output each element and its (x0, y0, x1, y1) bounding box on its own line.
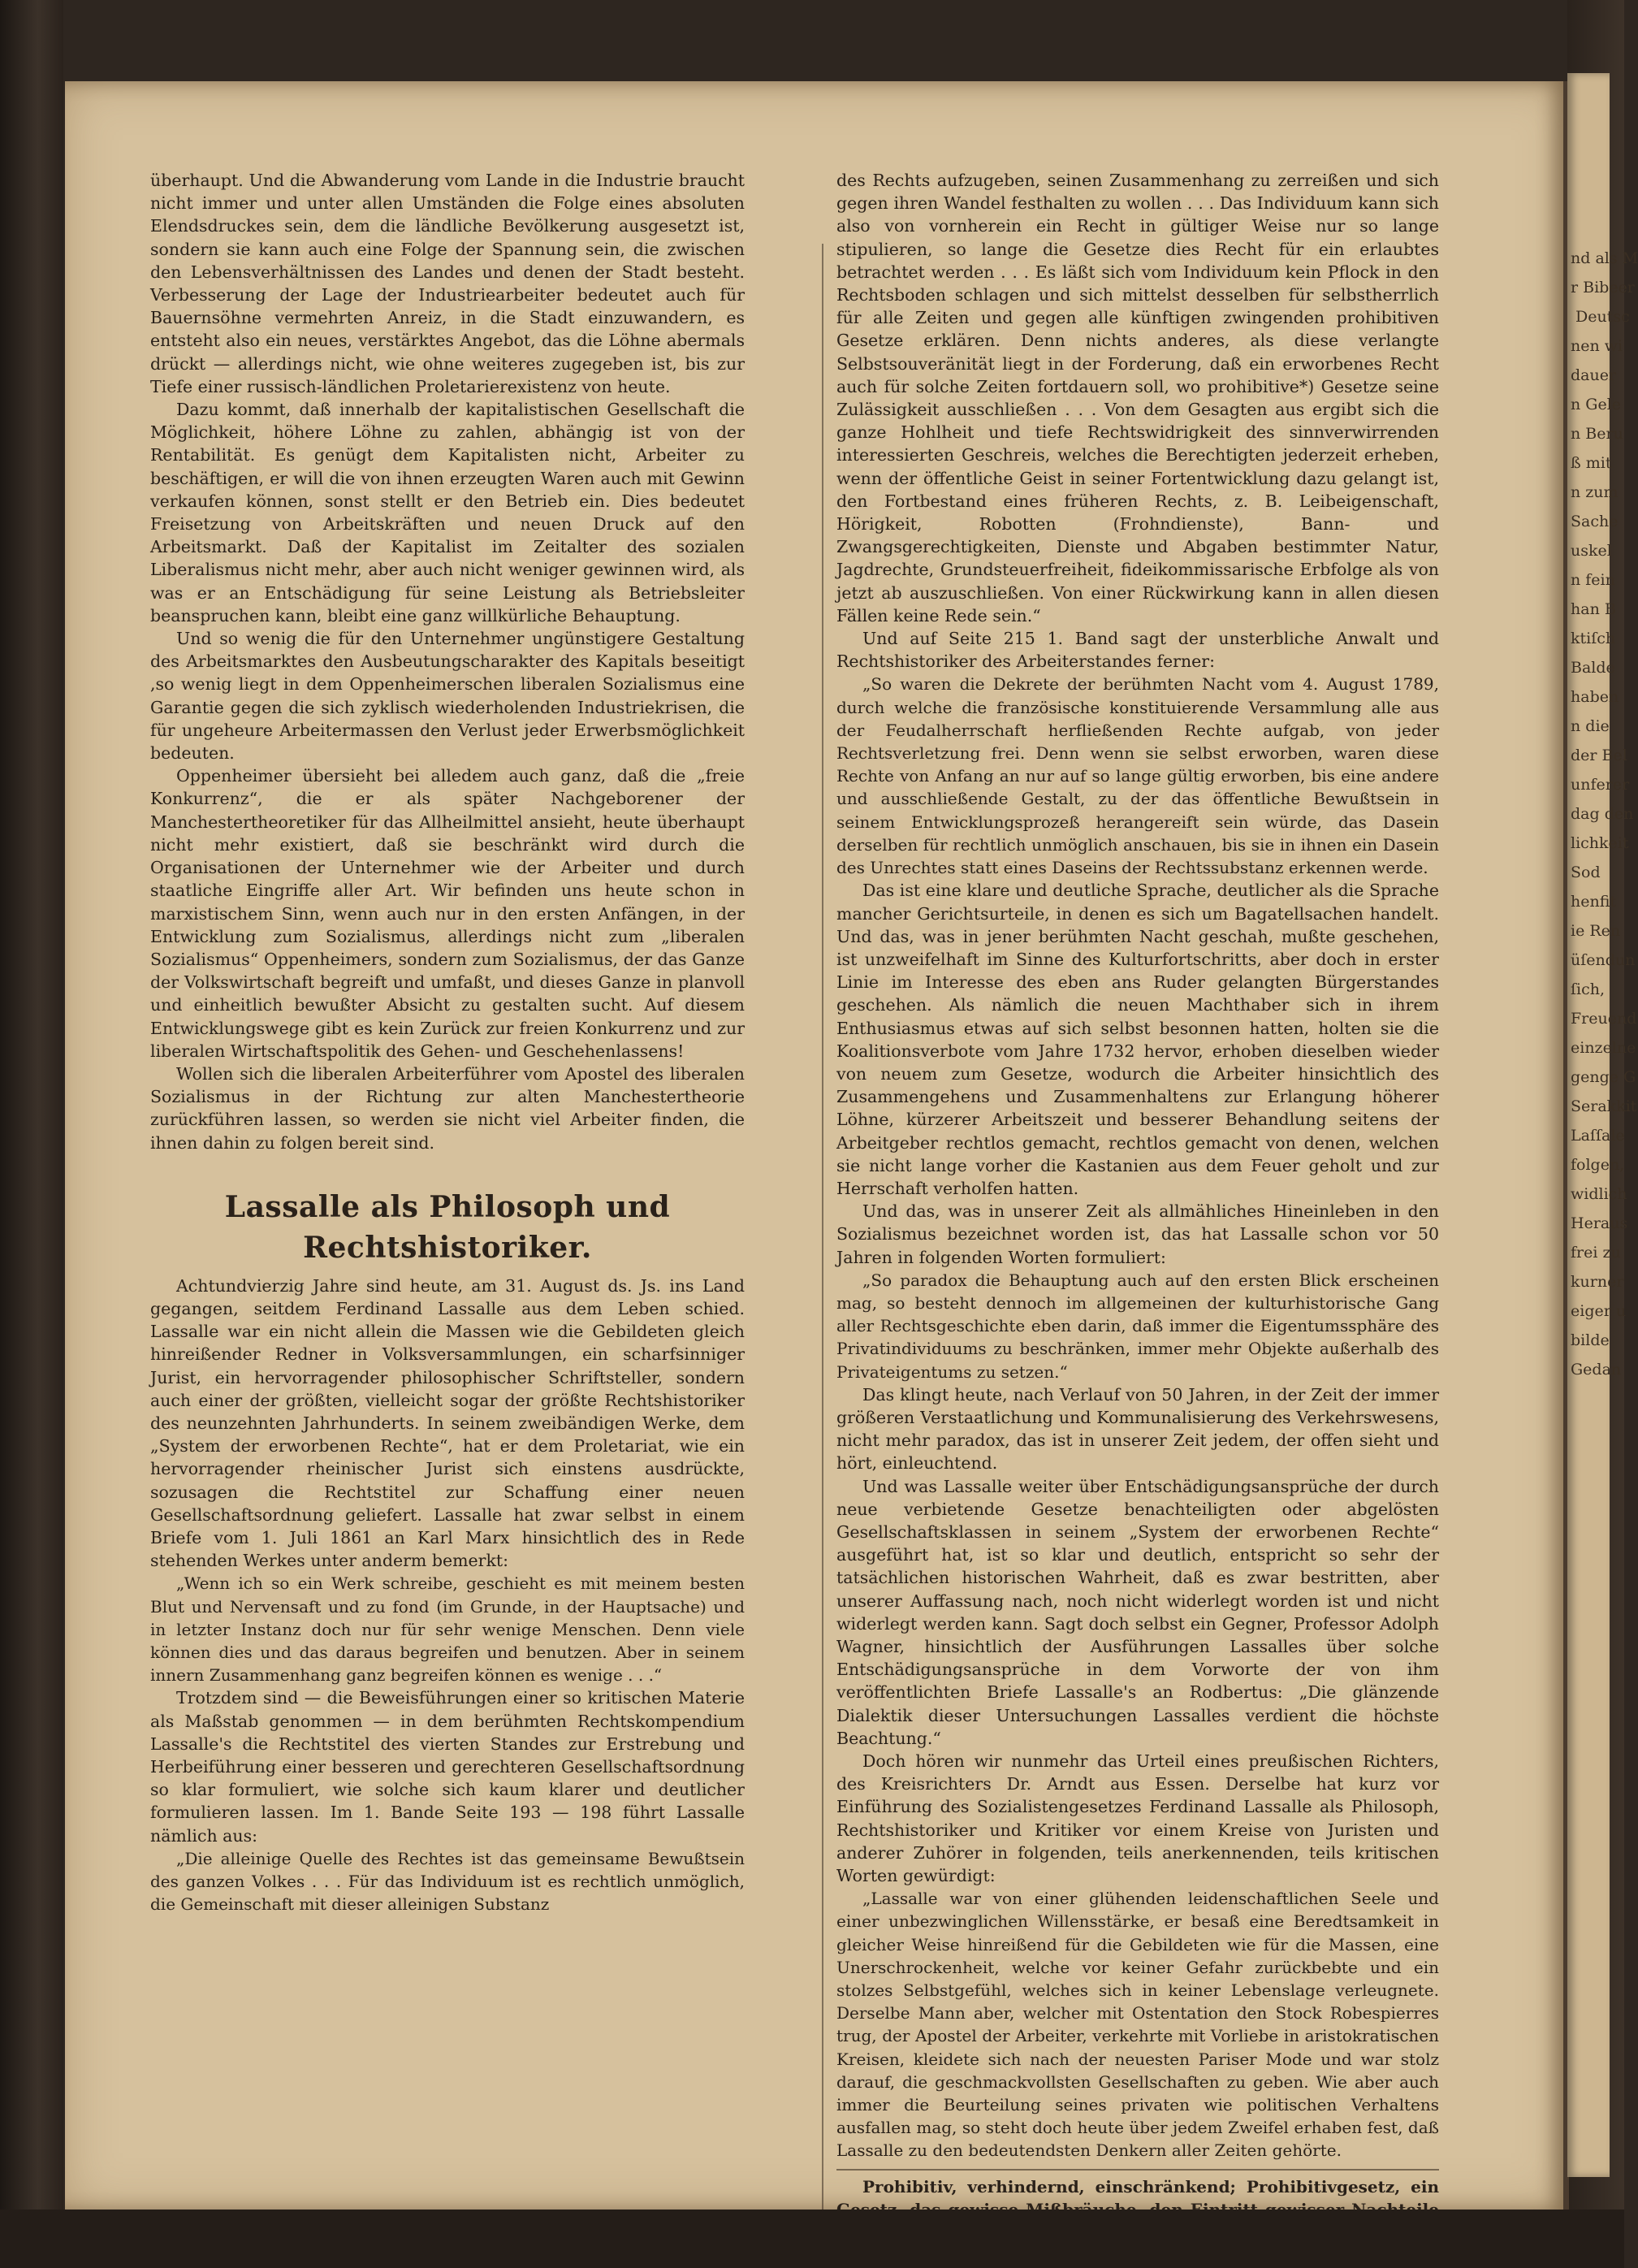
paragraph: Dazu kommt, daß innerhalb der kapitalistischen Gesellschaft die Möglichkeit, höhere Löhne zu zahlen, abhängig ist von der Rentabilität. Es genügt dem Kapitalisten nicht, Arbeiter zu beschäftigen, er will die von ihnen erzeugten Waren auch mit Gewinn verkaufen können, sonst stellt er den Betrieb ein. Dies bedeutet Freisetzung von Arbeitskräften und neuen Druck auf den Arbeitsmarkt. Daß der Kapitalist im Zeitalter des sozialen Liberalismus nicht mehr, aber auch nicht weniger gewinnen wird, als was er an Entschädigung für seine Leistung als Betriebsleiter beanspruchen kann, bleibt eine ganz willkürliche Behauptung. (150, 400, 745, 625)
paragraph: Und auf Seite 215 1. Band sagt der unsterbliche Anwalt und Rechtshistoriker des Arbeiterstandes ferner: (836, 629, 1439, 672)
paragraph: Wollen sich die liberalen Arbeiterführer vom Apostel des liberalen Sozialismus in der Richtung zur alten Manchestertheorie zurückführen lassen, so werden sie nicht viel Arbeiter finden, die ihnen dahin zu folgen bereit sind. (150, 1063, 745, 1153)
quote-paragraph: „Die alleinige Quelle des Rechtes ist das gemeinsame Bewußtsein des ganzen Volkes . . . Für das Individuum ist es rechtlich unmöglich, die Gemeinschaft mit dieser alleinigen Substanz (150, 1848, 745, 1915)
right-column (836, 169, 1439, 2244)
adjacent-page-text: nd als M r Bibeer Deutsc nen dauer n Gele n Beru ß mit n zum Sache uskel n fein han B ktiſch Balde haben n die der unferer dag lichkeit Sod henfit ie Ren üſendun ſich, Freuend einzelne genge G Serakkit Laſſale folgen, widlich Heraus frei zu kurner eiger bilde Gedan (1571, 249, 1638, 1379)
desk-background-bottom (0, 2210, 1624, 2268)
paragraph: Das ist eine klare und deutliche Sprache, deutlicher als die Sprache mancher Gerichtsurteile, in denen es sich um Bagatellsachen handelt. Und das, was in jener berühmten Nacht geschah, mußte geschehen, ist unzweifelhaft im Sinne des Kulturfortschritts, aber doch in erster Linie im Interesse des eben ans Ruder gelangten Bürgerstandes geschehen. Als nämlich die neuen Machthaber sich in ihrem Enthusiasmus etwas auf sich selbst besonnen hatten, holten sie die Koalitionsverbote vom Jahre 1732 hervor, erhoben dieselben wieder von neuem zum Gesetze, wodurch die Arbeiter hinsichtlich des Zusammengehens und Zusammenhaltens zur Erlangung höherer Löhne, kürzerer Arbeitszeit und besserer Behandlung seitens der Arbeitgeber rechtlos gemacht, rechtlos gemacht von denen, welchen sie nicht lange vorher die Kastanien aus dem Feuer geholt und zur Herrschaft verholfen hatten. (836, 881, 1439, 1198)
paragraph: Trotzdem sind — die Beweisführungen einer so kritischen Materie als Maßstab genommen — in dem berühmten Rechtskompendium Lassalle's die Rechtstitel des vierten Standes zur Erstrebung und Herbeiführung einer besseren und gerechteren Gesellschaftsordnung so klar formuliert, wie solche sich kaum klarer und deutlicher formulieren lassen. Im 1. Bande Seite 193 — 198 führt Lassalle nämlich aus: (150, 1688, 745, 1846)
paragraph: Das klingt heute, nach Verlauf von 50 Jahren, in der Zeit der immer größeren Verstaatlichung und Kommunalisierung des Verkehrswesens, nicht mehr paradox, das ist in unserer Zeit jedem, der offen sieht und hört, einleuchtend. (836, 1384, 1439, 1474)
paragraph: Achtundvierzig Jahre sind heute, am 31. August ds. Js. ins Land gegangen, seitdem Ferdinand Lassalle aus dem Leben schied. Lassalle war ein nicht allein die Massen wie die Gebildeten gleich hinreißender Redner in Volksversammlungen, ein scharfsinniger Jurist, ein hervorragender philosophischer Schriftsteller, sondern auch einer der größten, vielleicht sogar der größte Rechtshistoriker des neunzehnten Jahrhunderts. In seinem zweibändigen Werke, dem „System der erworbenen Rechte“, hat er dem Proletariat, wie ein hervorragender rheinischer Jurist sich einstens ausdrückte, sozusagen die Rechtstitel zur Schaffung einer neuen Gesellschaftsordnung geliefert. Lassalle hat zwar selbst in einem Briefe vom 1. Juli 1861 an Karl Marx hinsichtlich des in Rede stehenden Werkes unter anderm bemerkt: (150, 1275, 745, 1571)
left-column (150, 169, 745, 1915)
paragraph: überhaupt. Und die Abwanderung vom Lande in die Industrie braucht nicht immer und unter allen Umständen die Folge eines absoluten Elendsdruckes sein, dem die ländliche Bevölkerung ausgesetzt ist, sondern sie kann auch eine Folge der Spannung sein, die zwischen den Lebensverhältnissen des Landes und denen der Stadt besteht. Verbesserung der Lage der Industriearbeiter bedeutet auch für Bauernsöhne vermehrten Anreiz, in die Stadt einzuwandern, es entsteht also ein neues, verstärktes Angebot, das die Löhne abermals drückt — allerdings nicht, wie ohne weiteres zugegeben ist, bis zur Tiefe einer russisch-ländlichen Proletarierexistenz von heute. (150, 171, 745, 396)
paragraph: Und so wenig die für den Unternehmer ungünstigere Gestaltung des Arbeitsmarktes den Ausbeutungscharakter des Kapitals beseitigt ,so wenig liegt in dem Oppenheimerschen liberalen Sozialismus eine Garantie gegen die sich zyklisch wiederholenden Industriekrisen, die für ungeheure Arbeitermassen den Verlust jeder Erwerbsmöglichkeit bedeuten. (150, 629, 745, 764)
paragraph: des Rechts aufzugeben, seinen Zusammenhang zu zerreißen und sich gegen ihren Wandel festhalten zu wollen . . . Das Individuum kann sich also von vornherein ein Recht in gültiger Weise nur so lange stipulieren, so lange die Gesetze dies Recht für ein erlaubtes betrachtet werden . . . Es läßt sich vom Individuum kein Pflock in den Rechtsboden schlagen und sich mittelst desselben für selbstherrlich für alle Zeiten und gegen alle künftigen zwingenden prohibitiven Gesetze erklären. Denn nichts anderes, als diese verlangte Selbstsouveränität liegt in der Forderung, daß ein erworbenes Recht auch für solche Zeiten fortdauern soll, wo prohibitive*) Gesetze seine Zulässigkeit ausschließen . . . Von dem Gesagten aus ergibt sich die ganze Hohlheit und tiefe Rechtswidrigkeit des sinnverwirrenden interessierten Geschreis, welches die Berechtigten jederzeit erheben, wenn der öffentliche Geist in seiner Fortentwicklung dazu gelangt ist, den Fortbestand eines früheren Rechts, z. B. Leibeigenschaft, Hörigkeit, Robotten (Frohndienste), Bann- und Zwangsgerechtigkeiten, Dienste und Abgaben bestimmter Natur, Jagdrechte, Grundsteuerfreiheit, fideikommissarische Erbfolge als von jetzt ab auszuschließen. Von einer Rückwirkung kann in allen diesen Fällen keine Rede sein.“ (836, 171, 1439, 625)
paragraph: Doch hören wir nunmehr das Urteil eines preußischen Richters, des Kreisrichters Dr. Arndt aus Essen. Derselbe hat kurz vor Einführung des Sozialistengesetzes Ferdinand Lassalle als Philosoph, Rechtshistoriker und Kritiker vor einem Kreise von Juristen und anderer Zuhörer in folgenden, teils anerkennenden, teils kritischen Worten gewürdigt: (836, 1751, 1439, 1886)
quote-paragraph: „So waren die Dekrete der berühmten Nacht vom 4. August 1789, durch welche die französische konstituierende Versammlung alle aus der Feudalherrschaft herfließenden Rechte aufgab, von jeder Rechtsverletzung frei. Denn wenn sie selbst erworben, waren diese Rechte von Anfang an nur auf so lange gültig erworben, bis eine andere und ausschließende Gestalt, zu der das öffentliche Bewußtsein in seinem Entwicklungsprozeß herangereift sein würde, das Dasein derselben für rechtlich unmöglich anschauen, bis sie in ihnen ein Dasein des Unrechtes statt eines Daseins der Rechtssubstanz erkennen werde. (836, 674, 1439, 878)
desk-background-left (0, 0, 63, 2268)
column-divider (822, 244, 823, 2242)
paragraph: Und was Lassalle weiter über Entschädigungsansprüche der durch neue verbietende Gesetze benachteiligten oder abgelösten Gesellschaftsklassen in seinem „System der erworbenen Rechte“ ausgeführt hat, ist so klar und deutlich, entspricht so sehr der tatsächlichen historischen Wahrheit, daß es zwar bestritten, aber unserer Auffassung nach, noch nicht widerlegt worden ist und nicht widerlegt werden kann. Sagt doch selbst ein Gegner, Professor Adolph Wagner, hinsichtlich der Ausführungen Lassalles über solche Entschädigungsansprüche in dem Vorworte der von ihm veröffentlichten Briefe Lassalle's an Rodbertus: „Die glänzende Dialektik dieser Untersuchungen Lassalles verdient die höchste Beachtung.“ (836, 1476, 1439, 1748)
footnote-rule (836, 2169, 1439, 2171)
quote-paragraph: „So paradox die Behauptung auch auf den ersten Blick erscheinen mag, so besteht dennoch im allgemeinen der kulturhistorische Gang aller Rechtsgeschichte eben darin, daß immer die Eigentumssphäre des Privatindividuums zu beschränken, immer mehr Objekte außerhalb des Privateigentums zu setzen.“ (836, 1270, 1439, 1382)
quote-paragraph: „Wenn ich so ein Werk schreibe, geschieht es mit meinem besten Blut und Nervensaft und zu fond (im Grunde, in der Hauptsache) und in letzter Instanz doch nur für sehr wenige Menschen. Denn viele können dies und das daraus begreifen und benutzen. Aber in seinem innern Zusammenhang ganz begreifen können es wenige . . .“ (150, 1573, 745, 1686)
adjacent-page-edge (1567, 73, 1638, 2177)
paragraph: Und das, was in unserer Zeit als allmähliches Hineinleben in den Sozialismus bezeichnet worden ist, das hat Lassalle schon vor 50 Jahren in folgenden Worten formuliert: (836, 1201, 1439, 1267)
quote-paragraph: „Lassalle war von einer glühenden leidenschaftlichen Seele und einer unbezwinglichen Willensstärke, er besaß eine Beredtsamkeit in gleicher Weise hinreißend für die Gebildeten wie für die Massen, eine Unerschrockenheit, welche vor keiner Gefahr zurückbebte und ein stolzes Selbstgefühl, welches sich in keiner Lebenslage verleugnete. Derselbe Mann aber, welcher mit Ostentation den Stock Robespierres trug, der Apostel der Arbeiter, verkehrte mit Vorliebe in aristokratischen Kreisen, kleidete sich nach der neuesten Pariser Mode und war stolz darauf, die geschmackvollsten Gesellschaften zu geben. Wie aber auch immer die Beurteilung seines privaten wie politischen Verhaltens ausfallen mag, so steht doch heute über jedem Zweifel erhaben fest, daß Lassalle zu den bedeutendsten Denkern aller Zeiten gehörte. (836, 1889, 1439, 2161)
section-title: Lassalle als Philosoph und Rechtshistoriker. (224, 1189, 671, 1265)
footnote: Prohibitiv, verhindernd, einschränkend; Prohibitivgesetz, ein (862, 2176, 1439, 2197)
paragraph: Oppenheimer übersieht bei alledem auch ganz, daß die „freie Konkurrenz“, die er als später Nachgeborener der Manchestertheoretiker für das Allheilmittel ansieht, heute überhaupt nicht mehr existiert, daß sie beschränkt wird durch die Organisationen der Unternehmer wie der Arbeiter und durch staatliche Eingriffe aller Art. Wir befinden uns heute schon in marxistischem Sinn, wenn auch nur in den ersten Anfängen, in der Entwicklung zum Sozialismus, allerdings nicht zum „liberalen Sozialismus“ Oppenheimers, sondern zum Sozialismus, der das Ganze der Volkswirtschaft begreift und umfaßt, und dieses Ganze in planvoll und einheitlich bewußter Absicht zu gestalten sucht. Auf diesem Entwicklungswege gibt es kein Zurück zur freien Konkurrenz und zur liberalen Wirtschaftspolitik des Gehen- und Geschehenlassens! (150, 766, 745, 1061)
